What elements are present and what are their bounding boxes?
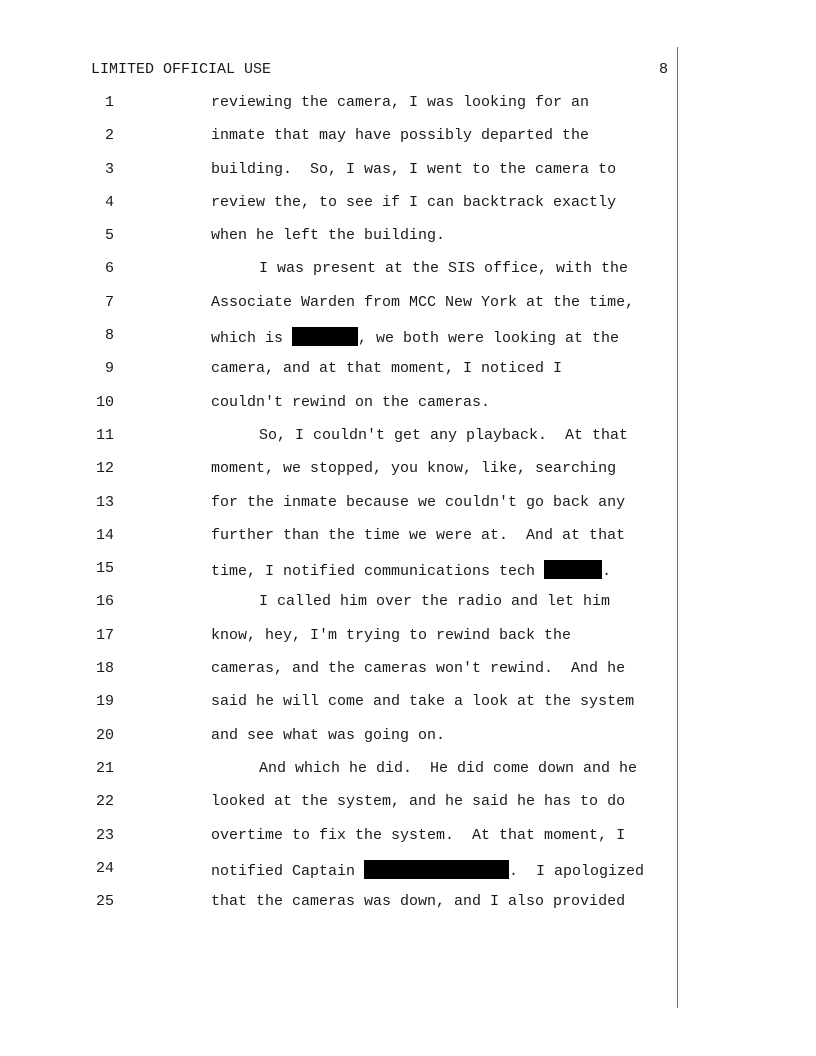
line-text-paragraph (211, 427, 628, 445)
transcript-line-15 (0, 560, 816, 593)
transcript-line-2 (0, 127, 816, 160)
line-number: 12 (95, 460, 114, 478)
line-text: couldn't rewind on the cameras. (211, 393, 491, 411)
line-content-after: , we both were looking at the (358, 330, 620, 348)
transcript-line-25 (0, 893, 816, 926)
line-text: moment, we stopped, you know, like, searching (211, 460, 617, 478)
line-text: know, hey, I'm trying to rewind back the (211, 626, 572, 644)
transcript-line-22 (0, 793, 816, 826)
transcript-line-13 (0, 494, 816, 527)
line-text: looked at the system, and he said he has to do (211, 793, 626, 811)
line-number: 13 (95, 493, 114, 511)
line-number: 22 (95, 793, 114, 811)
line-number: 7 (104, 293, 114, 311)
line-number: 8 (104, 327, 114, 345)
line-number: 20 (95, 726, 114, 744)
transcript-line-7 (0, 294, 816, 327)
transcript-line-1 (0, 94, 816, 127)
line-text: for the inmate because we couldn't go back any (211, 493, 626, 511)
line-content: And which he did. He did come down and he (259, 759, 638, 777)
transcript-line-12 (0, 460, 816, 493)
transcript-lines (0, 94, 816, 926)
line-text: inmate that may have possibly departed the (211, 127, 590, 145)
transcript-line-6 (0, 260, 816, 293)
line-number: 5 (104, 227, 114, 245)
line-text: camera, and at that moment, I noticed I (211, 360, 563, 378)
line-text-paragraph (211, 760, 637, 778)
line-content-before: which is (211, 330, 293, 348)
line-text: building. So, I was, I went to the camera to (211, 160, 617, 178)
page-number: 8 (658, 61, 668, 78)
redaction-block (364, 860, 509, 879)
line-number: 19 (95, 693, 114, 711)
line-text: Associate Warden from MCC New York at the time, (211, 293, 635, 311)
line-content-before: notified Captain (211, 862, 365, 880)
line-content: I called him over the radio and let him (259, 593, 611, 611)
line-number: 10 (95, 393, 114, 411)
transcript-line-11 (0, 427, 816, 460)
transcript-line-17 (0, 627, 816, 660)
line-number: 16 (95, 593, 114, 611)
line-text: that the cameras was down, and I also provided (211, 893, 626, 911)
line-number: 18 (95, 660, 114, 678)
line-number: 4 (104, 193, 114, 211)
line-number: 9 (104, 360, 114, 378)
line-number: 11 (95, 426, 114, 444)
line-text-redacted (211, 860, 644, 881)
transcript-line-3 (0, 161, 816, 194)
transcript-line-8 (0, 327, 816, 360)
line-text: said he will come and take a look at the system (211, 693, 635, 711)
line-number: 21 (95, 759, 114, 777)
line-text-redacted (211, 560, 611, 581)
line-number: 23 (95, 826, 114, 844)
line-text: cameras, and the cameras won't rewind. And he (211, 660, 626, 678)
line-number: 2 (104, 127, 114, 145)
line-content: So, I couldn't get any playback. At that (259, 426, 629, 444)
transcript-line-4 (0, 194, 816, 227)
line-content: I was present at the SIS office, with the (259, 260, 629, 278)
line-number: 24 (95, 859, 114, 877)
line-text-paragraph (211, 260, 628, 278)
line-text-paragraph (211, 593, 610, 611)
line-text: and see what was going on. (211, 726, 446, 744)
transcript-line-16 (0, 593, 816, 626)
line-number: 17 (95, 626, 114, 644)
line-content-after: . I apologized (509, 862, 645, 880)
line-text: further than the time we were at. And at that (211, 526, 626, 544)
transcript-line-14 (0, 527, 816, 560)
line-number: 1 (104, 94, 114, 111)
line-number: 14 (95, 526, 114, 544)
line-number: 25 (95, 893, 114, 911)
transcript-line-10 (0, 394, 816, 427)
classification-header: LIMITED OFFICIAL USE (91, 61, 272, 78)
transcript-line-19 (0, 693, 816, 726)
line-text: when he left the building. (211, 227, 446, 245)
redaction-block (292, 327, 358, 346)
transcript-line-23 (0, 827, 816, 860)
transcript-line-18 (0, 660, 816, 693)
transcript-line-9 (0, 360, 816, 393)
transcript-line-21 (0, 760, 816, 793)
line-content-before: time, I notified communications tech (211, 563, 545, 581)
line-number: 3 (104, 160, 114, 178)
line-content-after: . (602, 563, 612, 581)
transcript-line-24 (0, 860, 816, 893)
line-text: reviewing the camera, I was looking for an (211, 94, 590, 111)
line-text: review the, to see if I can backtrack exactly (211, 193, 617, 211)
line-text: overtime to fix the system. At that moment, I (211, 826, 626, 844)
line-number: 15 (95, 560, 114, 578)
line-number: 6 (104, 260, 114, 278)
transcript-line-5 (0, 227, 816, 260)
transcript-line-20 (0, 727, 816, 760)
line-text-redacted (211, 327, 619, 348)
redaction-block (544, 560, 602, 579)
